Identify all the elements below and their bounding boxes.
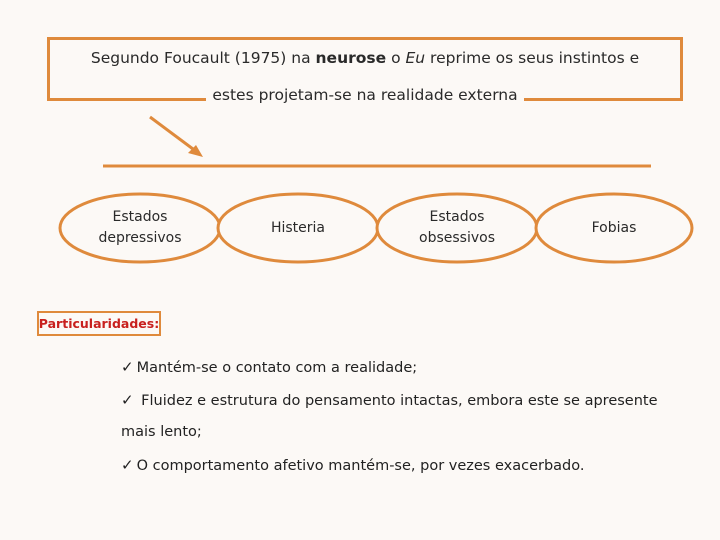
bullet-text-3: O comportamento afetivo mantém-se, por vezes exacerbado. bbox=[136, 458, 585, 474]
bullet-text-1: Mantém-se o contato com a realidade; bbox=[136, 360, 418, 376]
intro-text-bold: neurose bbox=[315, 49, 387, 67]
arrow-line bbox=[150, 117, 197, 152]
bullet-item-3 bbox=[121, 456, 584, 474]
check-icon: ✓ bbox=[121, 358, 134, 376]
intro-text-before: Segundo Foucault (1975) na bbox=[90, 49, 316, 67]
intro-text-italic: Eu bbox=[405, 49, 426, 67]
bullet-item-2-continuation bbox=[121, 424, 202, 440]
state-label-fobias: Fobias bbox=[591, 219, 637, 236]
bullet-item-1 bbox=[121, 358, 417, 376]
state-label-histeria: Histeria bbox=[270, 219, 326, 236]
state-label-estados-obsessivos: Estados obsessivos bbox=[419, 209, 495, 246]
state-label-estados-depressivos: Estados depressivos bbox=[98, 209, 182, 246]
intro-text-line2: estes projetam-se na realidade externa bbox=[206, 86, 523, 104]
intro-text-mid: o bbox=[386, 49, 406, 67]
check-icon: ✓ bbox=[121, 391, 134, 409]
bullet-item-2 bbox=[121, 391, 658, 409]
intro-text-after: reprime os seus instintos e bbox=[425, 49, 640, 67]
particularidades-heading: Particularidades: bbox=[37, 311, 161, 336]
bullet-text-2-cont: mais lento; bbox=[121, 424, 202, 440]
check-icon: ✓ bbox=[121, 456, 134, 474]
bullet-text-2: Fluidez e estrutura do pensamento intactas, embora este se apresente bbox=[136, 393, 658, 409]
